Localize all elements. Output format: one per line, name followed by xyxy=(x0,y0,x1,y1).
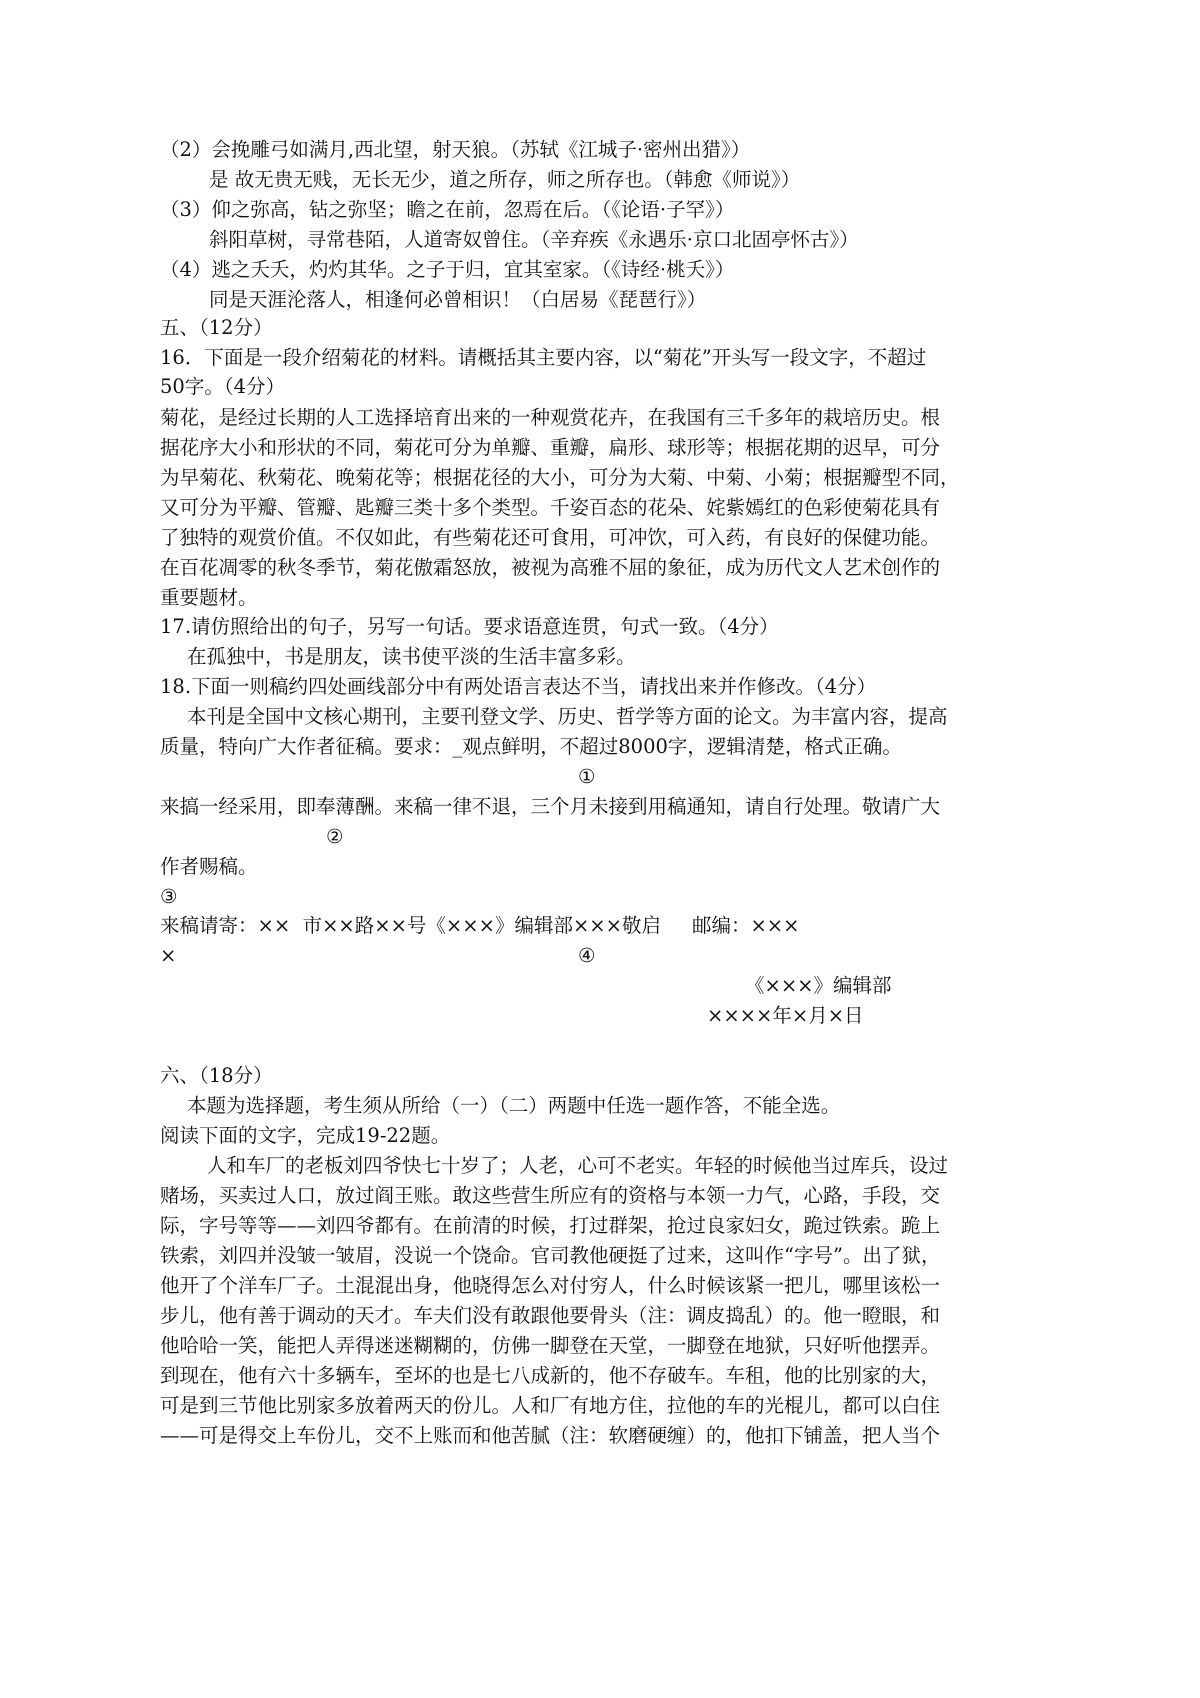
mailing-address-line: 来稿请寄：×× 市××路××号《×××》编辑部×××敬启 邮编：××× xyxy=(160,914,800,937)
signature-date: ××××年×月×日 xyxy=(707,1004,864,1027)
question-17-prompt: 17.请仿照给出的句子，另写一句话。要求语意连贯，句式一致。（4分） xyxy=(160,615,779,638)
reading-passage-line: 他哈哈一笑，能把人弄得迷迷糊糊的，仿佛一脚登在天堂，一脚登在地狱，只好听他摆弄。 xyxy=(160,1334,941,1357)
marker-3: ③ xyxy=(160,885,178,908)
chrysanthemum-passage-line: 据花序大小和形状的不同，菊花可分为单瓣、重瓣，扁形、球形等；根据花期的迟早，可分 xyxy=(160,436,941,459)
mailing-address-line-2: × xyxy=(160,944,177,967)
reading-passage-line: ——可是得交上车份儿，交不上账而和他苦腻（注：软磨硬缠）的，他扣下铺盖，把人当个 xyxy=(160,1424,941,1447)
marker-4: ④ xyxy=(578,944,596,967)
reading-passage-line: 步儿，他有善于调动的天才。车夫们没有敢跟他要骨头（注：调皮捣乱）的。他一瞪眼，和 xyxy=(160,1304,941,1327)
reading-passage-line: 际，字号等等——刘四爷都有。在前清的时候，打过群架，抢过良家妇女，跪过铁索。跪上 xyxy=(160,1214,941,1237)
answer-2-line-2: 是 故无贵无贱，无长无少，道之所存，师之所存也。（韩愈《师说》） xyxy=(209,168,801,191)
reading-passage-line: 到现在，他有六十多辆车，至坏的也是七八成新的，他不存破车。车租，他的比别家的大， xyxy=(160,1364,941,1387)
submission-notice-line: 作者赐稿。 xyxy=(160,855,258,878)
editorial-signature: 《×××》编辑部 xyxy=(745,974,892,997)
section-6-intro: 本题为选择题，考生须从所给（一）（二）两题中任选一题作答，不能全选。 xyxy=(187,1094,841,1117)
chrysanthemum-passage-line: 为早菊花、秋菊花、晚菊花等；根据花径的大小，可分为大菊、中菊、小菊；根据瓣型不同， xyxy=(160,466,960,489)
marker-2: ② xyxy=(326,825,344,848)
answer-3-line-1: （3）仰之弥高，钻之弥坚；瞻之在前，忽焉在后。（《论语·子罕》） xyxy=(160,198,735,221)
reading-instruction: 阅读下面的文字，完成19-22题。 xyxy=(160,1124,451,1147)
question-16-line-1: 16．下面是一段介绍菊花的材料。请概括其主要内容，以“菊花”开头写一段文字，不超过 xyxy=(160,346,927,369)
chrysanthemum-passage-line: 菊花，是经过长期的人工选择培育出来的一种观赏花卉，在我国有三千多年的栽培历史。根 xyxy=(160,406,941,429)
answer-4-line-1: （4）逃之夭夭，灼灼其华。之子于归，宜其室家。（《诗经·桃夭》） xyxy=(160,258,735,281)
reading-passage-line: 铁索，刘四并没皱一皱眉，没说一个饶命。官司教他硬挺了过来，这叫作“字号”。出了狱， xyxy=(160,1244,941,1267)
reading-passage-line: 人和车厂的老板刘四爷快七十岁了；人老，心可不老实。年轻的时候他当过库兵，设过 xyxy=(207,1154,949,1177)
reading-passage-line: 可是到三节他比别家多放着两天的份儿。人和厂有地方住，拉他的车的光棍儿，都可以白住 xyxy=(160,1394,941,1417)
chrysanthemum-passage-line: 了独特的观赏价值。不仅如此，有些菊花还可食用，可冲饮，可入药，有良好的保健功能。 xyxy=(160,526,941,549)
section-6-heading: 六、（18分） xyxy=(160,1064,273,1087)
chrysanthemum-passage-line: 又可分为平瓣、管瓣、匙瓣三类十多个类型。千姿百态的花朵、姹紫嫣红的色彩使菊花具有 xyxy=(160,496,941,519)
question-17-example: 在孤独中，书是朋友，读书使平淡的生活丰富多彩。 xyxy=(187,645,636,668)
question-16-line-2: 50字。（4分） xyxy=(160,375,285,398)
reading-passage-line: 赌场，买卖过人口，放过阎王账。敢这些营生所应有的资格与本领一力气，心路，手段，交 xyxy=(160,1184,941,1207)
answer-2-line-1: （2）会挽雕弓如满月,西北望，射天狼。（苏轼《江城子·密州出猎》） xyxy=(160,138,751,161)
submission-notice-line: 质量，特向广大作者征稿。要求：_观点鲜明，不超过8000字，逻辑清楚，格式正确。 xyxy=(160,735,902,758)
submission-notice-line: 本刊是全国中文核心期刊，主要刊登文学、历史、哲学等方面的论文。为丰富内容，提高 xyxy=(187,705,948,728)
reading-passage-line: 他开了个洋车厂子。土混混出身，他晓得怎么对付穷人，什么时候该紧一把儿，哪里该松一 xyxy=(160,1274,941,1297)
section-5-heading: 五、（12分） xyxy=(160,316,273,339)
marker-1: ① xyxy=(578,765,596,788)
chrysanthemum-passage-line: 重要题材。 xyxy=(160,586,258,609)
submission-notice-line: 来搞一经采用，即奉薄酬。来稿一律不退，三个月未接到用稿通知，请自行处理。敬请广大 xyxy=(160,795,941,818)
answer-3-line-2: 斜阳草树，寻常巷陌，人道寄奴曾住。（辛弃疾《永遇乐·京口北固亭怀古》） xyxy=(209,228,859,251)
question-18-prompt: 18.下面一则稿约四处画线部分中有两处语言表达不当，请找出来并作修改。（4分） xyxy=(160,675,877,698)
chrysanthemum-passage-line: 在百花凋零的秋冬季节，菊花傲霜怒放，被视为高雅不屈的象征，成为历代文人艺术创作的 xyxy=(160,556,941,579)
answer-4-line-2: 同是天涯沦落人，相逢何必曾相识！（白居易《琵琶行》） xyxy=(209,288,707,311)
